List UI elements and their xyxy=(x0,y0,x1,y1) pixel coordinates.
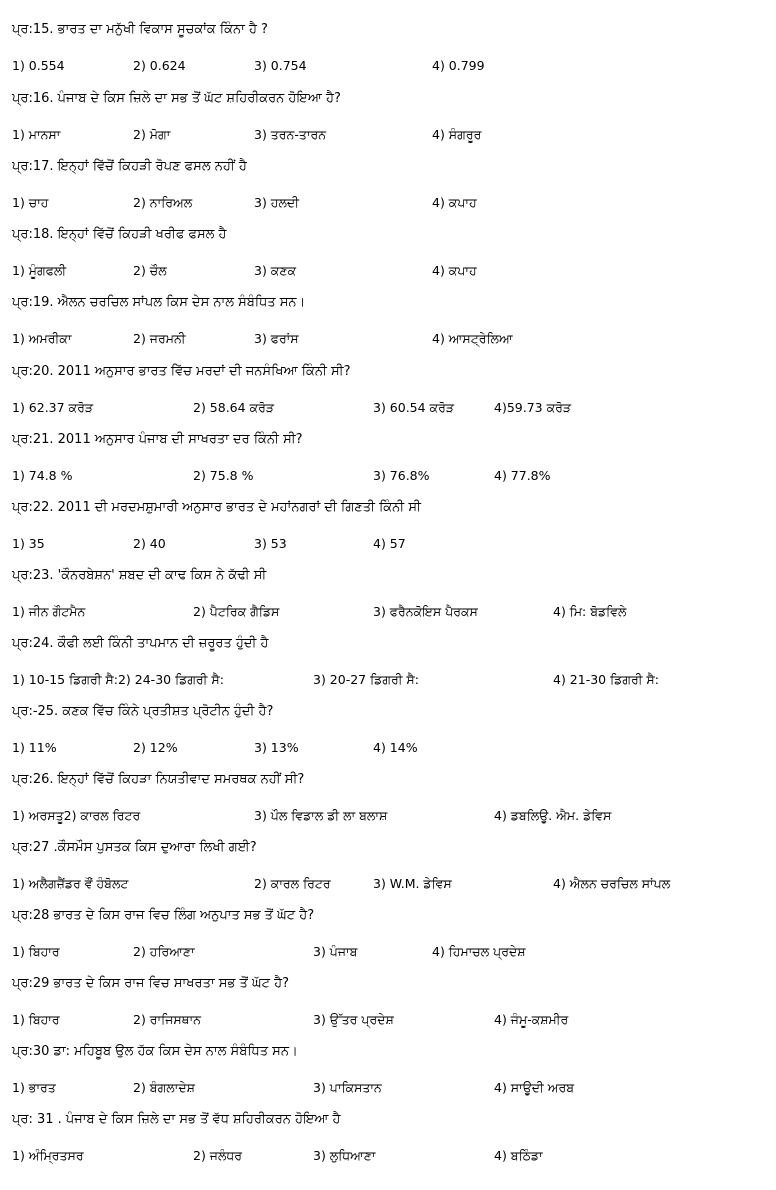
answer-option: 2) 40 xyxy=(133,536,166,551)
answer-option: 2) ਰਾਜਿਸਥਾਨ xyxy=(133,1012,201,1027)
question-text: ਪ੍ਰ:21. 2011 ਅਨੁਸਾਰ ਪੰਜਾਬ ਦੀ ਸਾਖਰਤਾ ਦਰ ਕਿੰਨੀ ਸੀ? xyxy=(12,432,303,447)
answer-option: 1) 62.37 ਕਰੋੜ xyxy=(12,400,93,415)
question-text: ਪ੍ਰ: 31 . ਪੰਜਾਬ ਦੇ ਕਿਸ ਜ਼ਿਲੇ ਦਾ ਸਭ ਤੋਂ ਵੱਧ ਸ਼ਹਿਰੀਕਰਨ ਹੋਇਆ ਹੈ xyxy=(12,1112,341,1127)
answer-option: 4) ਸੰਗਰੂਰ xyxy=(432,127,482,142)
answer-option: 1) 74.8 % xyxy=(12,468,73,483)
answer-option: 2) 75.8 % xyxy=(193,468,254,483)
answer-option: 2) ਕਾਰਲ ਰਿਟਰ xyxy=(254,876,331,891)
answer-option: 4) ਕਪਾਹ xyxy=(432,195,477,210)
answer-option: 4) ਬਠਿੰਡਾ xyxy=(494,1148,543,1163)
answer-option: 1) ਭਾਰਤ xyxy=(12,1080,56,1095)
answer-option: 1) 35 xyxy=(12,536,45,551)
question-text: ਪ੍ਰ:17. ਇਨ੍ਹਾਂ ਵਿੱਚੋਂ ਕਿਹੜੀ ਰੋਪਣ ਫਸਲ ਨਹੀਂ ਹੈ xyxy=(12,159,247,174)
question-text: ਪ੍ਰ:29 ਭਾਰਤ ਦੇ ਕਿਸ ਰਾਜ ਵਿਚ ਸਾਖਰਤਾ ਸਭ ਤੋਂ ਘੱਟ ਹੈ? xyxy=(12,976,289,991)
answer-option: 4) ਮਿ: ਬੋਡਵਿਲੇ xyxy=(553,604,627,619)
answer-option: 1) ਮਾਨਸਾ xyxy=(12,127,61,142)
answer-option: 2) ਜਰਮਨੀ xyxy=(133,331,186,346)
answer-option: 2) ਚੌਲ xyxy=(133,263,167,278)
answer-option: 4) ਆਸਟ੍ਰੇਲਿਆ xyxy=(432,331,513,346)
answer-option: 4) 0.799 xyxy=(432,58,485,73)
answer-option: 4) 14% xyxy=(373,740,418,755)
answer-option: 3) 60.54 ਕਰੋੜ xyxy=(373,400,454,415)
answer-option: 4) ਡਬਲਿਊ. ਐਮ. ਡੇਵਿਸ xyxy=(494,808,612,823)
answer-option: 2) ਪੈਟਰਿਕ ਗੈਡਿਸ xyxy=(193,604,280,619)
question-text: ਪ੍ਰ:28 ਭਾਰਤ ਦੇ ਕਿਸ ਰਾਜ ਵਿਚ ਲਿੰਗ ਅਨੁਪਾਤ ਸਭ ਤੋਂ ਘੱਟ ਹੈ? xyxy=(12,908,315,923)
answer-option: 1) ਅਮਰੀਕਾ xyxy=(12,331,72,346)
answer-option: 2) 58.64 ਕਰੋੜ xyxy=(193,400,274,415)
answer-option: 4) 77.8% xyxy=(494,468,551,483)
answer-option: 4) 57 xyxy=(373,536,406,551)
answer-option: 3) ਕਣਕ xyxy=(254,263,296,278)
answer-option: 3) ਪੌਲ ਵਿਡਾਲ ਡੀ ਲਾ ਬਲਾਸ਼ xyxy=(254,808,388,823)
answer-option: 3) ਲੁਧਿਆਣਾ xyxy=(313,1148,376,1163)
answer-option: 1) ਬਿਹਾਰ xyxy=(12,1012,60,1027)
question-text: ਪ੍ਰ:20. 2011 ਅਨੁਸਾਰ ਭਾਰਤ ਵਿੱਚ ਮਰਦਾਂ ਦੀ ਜਨਸੰਖਿਆ ਕਿੰਨੀ ਸੀ? xyxy=(12,364,351,379)
answer-option: 4) ਐਲਨ ਚਰਚਿਲ ਸਾਂਪਲ xyxy=(553,876,671,891)
answer-option: 4)59.73 ਕਰੋੜ xyxy=(494,400,572,415)
answer-option: 4) ਹਿਮਾਚਲ ਪ੍ਰਦੇਸ਼ xyxy=(432,944,526,959)
answer-option: 2) ਬੰਗਲਾਦੇਸ਼ xyxy=(133,1080,195,1095)
answer-option: 3) ਪਾਕਿਸਤਾਨ xyxy=(313,1080,382,1095)
answer-option: 3) ਉੱਤਰ ਪ੍ਰਦੇਸ਼ xyxy=(313,1012,394,1027)
question-text: ਪ੍ਰ:-25. ਕਣਕ ਵਿੱਚ ਕਿੰਨੇ ਪ੍ਰਤੀਸ਼ਤ ਪ੍ਰੋਟੀਨ ਹੁੰਦੀ ਹੈ? xyxy=(12,704,274,719)
answer-option: 3) ਫਰੈਨਕੋਇਸ ਪੈਰਕਸ xyxy=(373,604,478,619)
answer-option: 4) ਕਪਾਹ xyxy=(432,263,477,278)
answer-option: 3) 0.754 xyxy=(254,58,307,73)
answer-option: 2) 0.624 xyxy=(133,58,186,73)
question-text: ਪ੍ਰ:27 .ਕੌਸਮੌਸ ਪੁਸਤਕ ਕਿਸ ਦੁਆਰਾ ਲਿਖੀ ਗਈ? xyxy=(12,840,257,855)
answer-option: 3) W.M. ਡੇਵਿਸ xyxy=(373,876,452,891)
question-text: ਪ੍ਰ:22. 2011 ਦੀ ਮਰਦਮਸ਼ੁਮਾਰੀ ਅਨੁਸਾਰ ਭਾਰਤ ਦੇ ਮਹਾਂਨਗਰਾਂ ਦੀ ਗਿਣਤੀ ਕਿੰਨੀ ਸੀ xyxy=(12,500,421,515)
answer-option: 1) ਜੀਨ ਗੌਟਮੈਨ xyxy=(12,604,86,619)
answer-option: 1) ਅਲੈਗਜ਼ੈਂਡਰ ਵੌਂ ਹੰਬੋਲਟ xyxy=(12,876,129,891)
question-text: ਪ੍ਰ:24. ਕੌਫੀ ਲਈ ਕਿੰਨੀ ਤਾਪਮਾਨ ਦੀ ਜ਼ਰੂਰਤ ਹੁੰਦੀ ਹੈ xyxy=(12,636,269,651)
answer-option: 2) ਨਾਰਿਅਲ xyxy=(133,195,193,210)
answer-option: 2) ਮੋਗਾ xyxy=(133,127,171,142)
answer-option: 4) 21-30 ਡਿਗਰੀ ਸੈ: xyxy=(553,672,659,687)
question-text: ਪ੍ਰ:23. 'ਕੌਨਰਬੇਸ਼ਨ' ਸ਼ਬਦ ਦੀ ਕਾਢ ਕਿਸ ਨੇ ਕੱਢੀ ਸੀ xyxy=(12,568,267,583)
answer-option: 2) 12% xyxy=(133,740,178,755)
answer-option: 2) ਜਲੰਧਰ xyxy=(193,1148,243,1163)
answer-option: 1) 11% xyxy=(12,740,57,755)
answer-option: 1) ਅੰਮ੍ਰਿਤਸਰ xyxy=(12,1148,84,1163)
answer-option: 3) ਪੰਜਾਬ xyxy=(313,944,358,959)
answer-option: 1) ਬਿਹਾਰ xyxy=(12,944,60,959)
answer-option: 3) ਫਰਾਂਸ xyxy=(254,331,299,346)
answer-option: 4) ਸਾਊਦੀ ਅਰਬ xyxy=(494,1080,575,1095)
question-text: ਪ੍ਰ:30 ਡਾ: ਮਹਿਬੂਬ ਉਲ ਹੱਕ ਕਿਸ ਦੇਸ ਨਾਲ ਸੰਬੰਧਿਤ ਸਨ। xyxy=(12,1044,298,1059)
answer-option: 1) ਮੂੰਗਫਲੀ xyxy=(12,263,67,278)
answer-option: 1) 10-15 ਡਿਗਰੀ ਸੈ:2) 24-30 ਡਿਗਰੀ ਸੈ: xyxy=(12,672,224,687)
question-text: ਪ੍ਰ:18. ਇਨ੍ਹਾਂ ਵਿੱਚੋਂ ਕਿਹੜੀ ਖਰੀਫ ਫਸਲ ਹੈ xyxy=(12,227,227,242)
answer-option: 4) ਜੰਮੂ-ਕਸ਼ਮੀਰ xyxy=(494,1012,569,1027)
answer-option: 3) 13% xyxy=(254,740,299,755)
question-text: ਪ੍ਰ:26. ਇਨ੍ਹਾਂ ਵਿੱਚੋਂ ਕਿਹੜਾ ਨਿਯਤੀਵਾਦ ਸਮਰਥਕ ਨਹੀਂ ਸੀ? xyxy=(12,772,305,787)
answer-option: 3) ਹਲਦੀ xyxy=(254,195,299,210)
question-text: ਪ੍ਰ:16. ਪੰਜਾਬ ਦੇ ਕਿਸ ਜ਼ਿਲੇ ਦਾ ਸਭ ਤੋਂ ਘੱਟ ਸ਼ਹਿਰੀਕਰਨ ਹੋਇਆ ਹੈ? xyxy=(12,91,341,106)
question-text: ਪ੍ਰ:15. ਭਾਰਤ ਦਾ ਮਨੁੱਖੀ ਵਿਕਾਸ ਸੂਚਕਾਂਕ ਕਿੰਨਾ ਹੈ ? xyxy=(12,22,268,37)
answer-option: 3) 20-27 ਡਿਗਰੀ ਸੈ: xyxy=(313,672,419,687)
answer-option: 1) ਅਰਸਤੂ2) ਕਾਰਲ ਰਿਟਰ xyxy=(12,808,141,823)
answer-option: 2) ਹਰਿਆਣਾ xyxy=(133,944,195,959)
answer-option: 3) ਤਰਨ-ਤਾਰਨ xyxy=(254,127,327,142)
answer-option: 1) 0.554 xyxy=(12,58,65,73)
question-text: ਪ੍ਰ:19. ਐਲਨ ਚਰਚਿਲ ਸਾਂਪਲ ਕਿਸ ਦੇਸ ਨਾਲ ਸੰਬੰਧਿਤ ਸਨ। xyxy=(12,295,306,310)
answer-option: 3) 76.8% xyxy=(373,468,430,483)
answer-option: 1) ਚਾਹ xyxy=(12,195,49,210)
answer-option: 3) 53 xyxy=(254,536,287,551)
